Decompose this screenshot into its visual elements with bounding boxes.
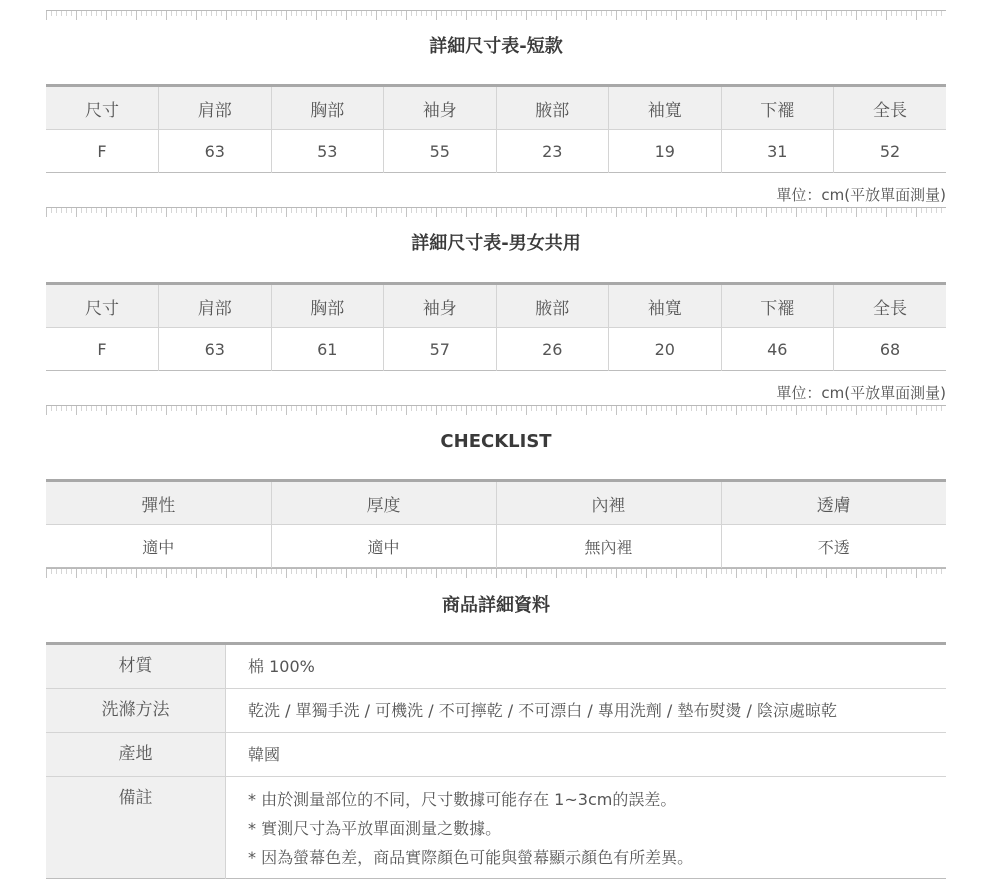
table-cell: 61 xyxy=(271,328,384,371)
table-cell: 68 xyxy=(879,339,901,359)
header-cell: 透膚 xyxy=(721,481,946,525)
table-row xyxy=(46,525,946,568)
header-cell: 內裡 xyxy=(496,481,721,525)
header-cell: 尺寸 xyxy=(46,86,159,130)
notes-value xyxy=(226,777,947,879)
header-cell: 厚度 xyxy=(271,481,496,525)
header-cell: 袖寬 xyxy=(609,86,722,130)
header-cell: 胸部 xyxy=(271,86,384,130)
table-row xyxy=(46,644,946,689)
header-cell: 腋部 xyxy=(496,284,609,328)
size-table-unisex xyxy=(46,282,946,371)
checklist-title: CHECKLIST xyxy=(440,431,552,452)
table-row xyxy=(46,328,946,371)
checklist-table xyxy=(46,479,946,568)
header-cell: 尺寸 xyxy=(46,284,159,328)
table-row xyxy=(46,130,946,173)
origin-value: 韓國 xyxy=(226,733,947,777)
table-cell: 不透 xyxy=(817,537,850,557)
ruler-divider xyxy=(46,10,946,23)
table-row xyxy=(46,777,946,879)
unit-note: 單位：cm(平放單面測量) xyxy=(776,384,946,402)
unit-note: 單位：cm(平放單面測量) xyxy=(776,186,946,204)
table-cell: 23 xyxy=(496,130,609,173)
table-header-row xyxy=(46,284,946,328)
table-cell: 19 xyxy=(609,130,722,173)
table-row xyxy=(46,733,946,777)
size-table-unisex-title: 詳細尺寸表-男女共用 xyxy=(411,233,581,254)
table-cell: 57 xyxy=(384,328,497,371)
table-cell: 適中 xyxy=(46,525,271,568)
header-cell: 下襬 xyxy=(721,284,834,328)
table-cell: F xyxy=(46,130,159,173)
table-cell: 63 xyxy=(159,130,272,173)
table-cell: 55 xyxy=(384,130,497,173)
note-line: * 由於測量部位的不同，尺寸數據可能存在 1~3cm的誤差。 xyxy=(248,790,677,809)
ruler-divider xyxy=(46,405,946,418)
header-cell: 肩部 xyxy=(159,284,272,328)
header-cell: 肩部 xyxy=(159,86,272,130)
product-info-page xyxy=(46,0,946,879)
table-header-row xyxy=(46,481,946,525)
header-cell: 全長 xyxy=(834,284,947,328)
washing-label: 洗滌方法 xyxy=(46,689,226,733)
table-cell: F xyxy=(46,328,159,371)
size-table-short xyxy=(46,84,946,173)
header-cell: 下襬 xyxy=(721,86,834,130)
notes-label: 備註 xyxy=(46,777,226,879)
header-cell: 彈性 xyxy=(46,481,271,525)
table-cell: 31 xyxy=(721,130,834,173)
origin-label: 產地 xyxy=(46,733,226,777)
material-value: 棉 100% xyxy=(226,644,947,689)
header-cell: 腋部 xyxy=(496,86,609,130)
table-cell: 63 xyxy=(159,328,272,371)
header-cell: 胸部 xyxy=(271,284,384,328)
table-cell: 無內裡 xyxy=(496,525,721,568)
product-details-title: 商品詳細資料 xyxy=(442,595,550,616)
table-cell: 46 xyxy=(721,328,834,371)
size-table-short-title: 詳細尺寸表-短款 xyxy=(429,36,563,57)
header-cell: 全長 xyxy=(834,86,947,130)
table-cell: 26 xyxy=(496,328,609,371)
material-label: 材質 xyxy=(46,644,226,689)
washing-value: 乾洗 / 單獨手洗 / 可機洗 / 不可擰乾 / 不可漂白 / 專用洗劑 / 墊布熨燙 / 陰涼處晾乾 xyxy=(226,689,947,733)
table-cell: 適中 xyxy=(271,525,496,568)
product-details-table xyxy=(46,642,946,879)
table-cell: 52 xyxy=(879,141,901,161)
note-line: * 因為螢幕色差，商品實際顏色可能與螢幕顯示顏色有所差異。 xyxy=(248,848,694,867)
table-header-row xyxy=(46,86,946,130)
note-line: * 實測尺寸為平放單面測量之數據。 xyxy=(248,819,502,838)
header-cell: 袖寬 xyxy=(609,284,722,328)
table-cell: 53 xyxy=(271,130,384,173)
header-cell: 袖身 xyxy=(384,86,497,130)
table-cell: 20 xyxy=(609,328,722,371)
header-cell: 袖身 xyxy=(384,284,497,328)
table-row xyxy=(46,689,946,733)
ruler-divider xyxy=(46,207,946,220)
ruler-divider xyxy=(46,568,946,581)
